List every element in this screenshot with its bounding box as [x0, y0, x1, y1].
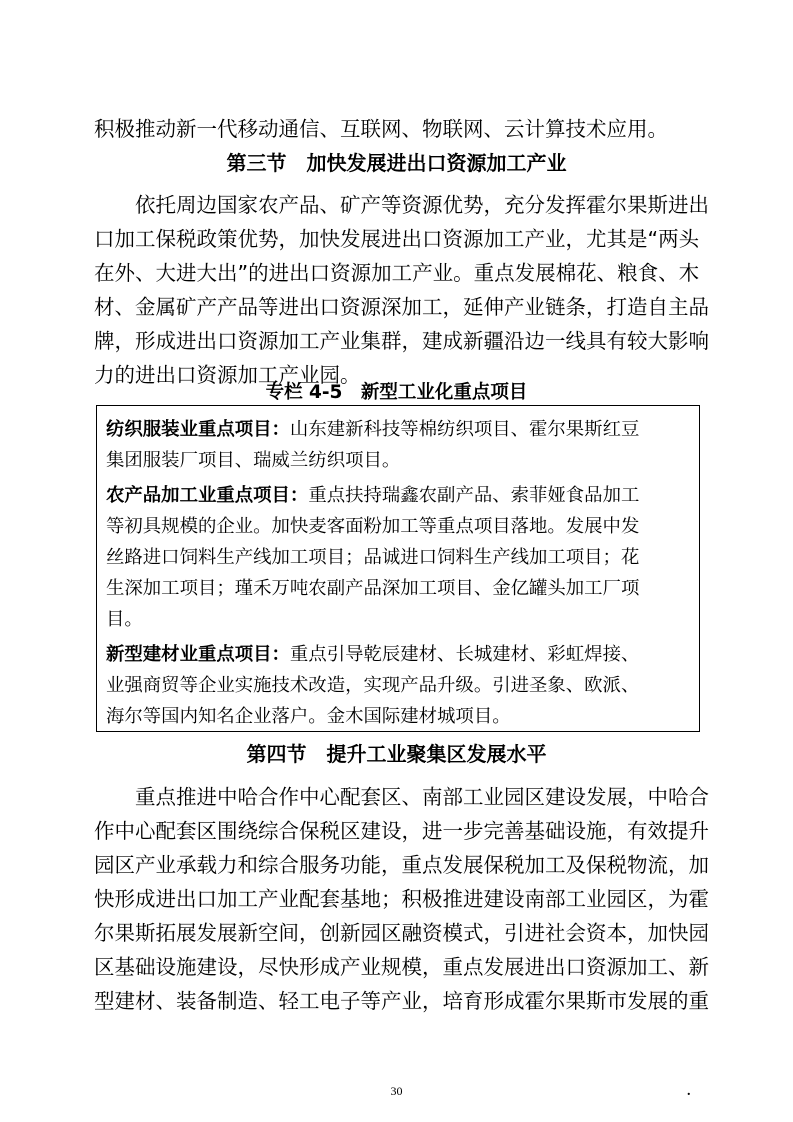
paragraph-line: 依托周边国家农产品、矿产等资源优势，充分发挥霍尔果斯进出 — [94, 193, 709, 217]
section-heading-3: 第三节 加快发展进出口资源加工产业 — [226, 151, 567, 175]
box-line — [106, 415, 696, 445]
box-line: 海尔等国内知名企业落户。金木国际建材城项目。 — [106, 706, 511, 727]
box-text: 山东建新科技等棉纺织项目、霍尔果斯红豆 — [289, 419, 640, 440]
paragraph-line: 口加工保税政策优势，加快发展进出口资源加工产业，尤其是“两头 — [94, 227, 700, 251]
paragraph-line: 重点推进中哈合作中心配套区、南部工业园区建设发展，中哈合 — [94, 785, 709, 809]
box-line — [106, 640, 696, 670]
box-text: 重点引导乾辰建材、长城建材、彩虹焊接、 — [289, 644, 640, 665]
paragraph-line: 在外、大进大出”的进出口资源加工产业。重点发展棉花、粮食、木 — [94, 261, 700, 285]
footer-mark: . — [687, 1084, 691, 1099]
box-text: 重点扶持瑞鑫农副产品、索菲娅食品加工 — [308, 485, 640, 506]
paragraph-line: 快形成进出口加工产业配套基地；积极推进建设南部工业园区，为霍 — [94, 887, 709, 911]
box-line: 生深加工项目；瑾禾万吨农副产品深加工项目、金亿罐头加工厂项 — [106, 578, 640, 599]
page-number: 30 — [390, 1084, 403, 1098]
paragraph-line: 尔果斯拓展发展新空间，创新园区融资模式，引进社会资本，加快园 — [94, 921, 709, 945]
paragraph-line: 作中心配套区围绕综合保税区建设，进一步完善基础设施，有效提升 — [94, 819, 709, 843]
paragraph-line: 材、金属矿产产品等进出口资源深加工，延伸产业链条，打造自主品 — [94, 295, 709, 319]
paragraph-line: 型建材、装备制造、轻工电子等产业，培育形成霍尔果斯市发展的重 — [94, 989, 709, 1013]
box-line: 目。 — [106, 609, 143, 630]
paragraph-line: 力的进出口资源加工产业园。 — [94, 363, 361, 387]
box-line: 等初具规模的企业。加快麦客面粉加工等重点项目落地。发展中发 — [106, 516, 640, 537]
paragraph-line: 园区产业承载力和综合服务功能，重点发展保税加工及保税物流，加 — [94, 853, 709, 877]
box-line: 丝路进口饲料生产线加工项目；品诚进口饲料生产线加工项目；花 — [106, 547, 640, 568]
project-box — [96, 405, 700, 732]
box-label-textile: 纺织服装业重点项目： — [106, 419, 290, 440]
box-line: 集团服装厂项目、瑞威兰纺织项目。 — [106, 450, 401, 471]
paragraph-line: 区基础设施建设，尽快形成产业规模，重点发展进出口资源加工、新 — [94, 955, 709, 979]
box-line — [106, 481, 696, 511]
paragraph-line: 牌，形成进出口资源加工产业集群，建成新疆沿边一线具有较大影响 — [94, 329, 709, 353]
box-title: 专栏 4-5 新型工业化重点项目 — [265, 382, 528, 403]
box-label-building: 新型建材业重点项目： — [106, 644, 290, 665]
section-heading-4: 第四节 提升工业聚集区发展水平 — [246, 742, 547, 766]
body-text-line: 积极推动新一代移动通信、互联网、物联网、云计算技术应用。 — [94, 117, 668, 141]
box-label-agri: 农产品加工业重点项目： — [106, 485, 309, 506]
box-line: 业强商贸等企业实施技术改造，实现产品升级。引进圣象、欧派、 — [106, 675, 640, 696]
